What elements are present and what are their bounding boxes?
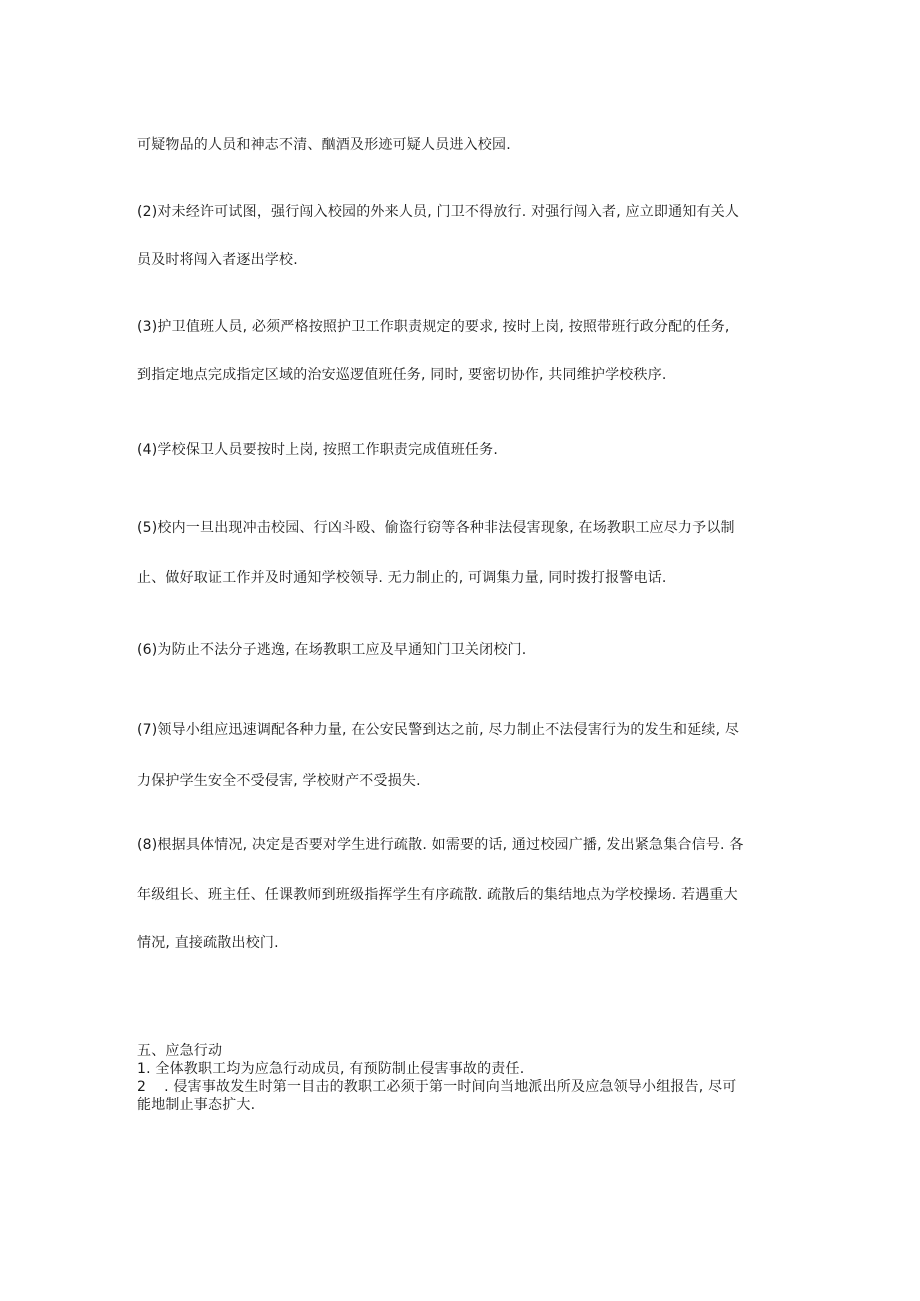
section-5 xyxy=(137,1042,787,1114)
section-5-item-2-text: . 侵害事故发生时第一目击的教职工必须于第一时间向当地派出所及应急领导小组报告, 尽可 xyxy=(164,1079,737,1095)
paragraph-3-line-2: 到指定地点完成指定区域的治安巡逻值班任务, 同时, 要密切协作, 共同维护学校秩序. xyxy=(137,367,667,383)
section-5-item-2-continuation: 能地制止事态扩大. xyxy=(137,1097,256,1113)
paragraph-7-line-1: (7)领导小组应迅速调配各种力量, 在公安民警到达之前, 尽力制止不法侵害行为的发生和延续, 尽 xyxy=(137,722,740,738)
section-5-item-2 xyxy=(137,1078,787,1096)
paragraph-4-line-1: (4)学校保卫人员要按时上岗, 按照工作职责完成值班任务. xyxy=(137,442,498,458)
paragraph-5-line-1: (5)校内一旦出现冲击校园、行凶斗殴、偷盗行窃等各种非法侵害现象, 在场教职工应尽力予以制 xyxy=(137,520,735,536)
paragraph-8-line-1: (8)根据具体情况, 决定是否要对学生进行疏散. 如需要的话, 通过校园广播, 发出紧急集合信号. 各 xyxy=(137,837,744,853)
paragraph-8-line-3: 情况, 直接疏散出校门. xyxy=(137,935,279,951)
paragraph-8-line-2: 年级组长、班主任、任课教师到班级指挥学生有序疏散. 疏散后的集结地点为学校操场. 若遇重大 xyxy=(137,887,738,903)
paragraph-2-line-1: (2)对未经许可试图，强行闯入校园的外来人员, 门卫不得放行. 对强行闯入者, 应立即通知有关人 xyxy=(137,204,740,220)
paragraph-7-line-2: 力保护学生安全不受侵害, 学校财产不受损失. xyxy=(137,773,421,789)
section-5-item-2-number: 2 xyxy=(137,1079,147,1095)
paragraph-6-line-1: (6)为防止不法分子逃逸, 在场教职工应及早通知门卫关闭校门. xyxy=(137,642,527,658)
paragraph-3-line-1: (3)护卫值班人员, 必须严格按照护卫工作职责规定的要求, 按时上岗, 按照带班行政分配的任务, xyxy=(137,319,730,335)
section-5-item-1: 1. 全体教职工均为应急行动成员, 有预防制止侵害事故的责任. xyxy=(137,1061,525,1077)
paragraph-1-line-1: 可疑物品的人员和神志不清、酗酒及形迹可疑人员进入校园. xyxy=(137,137,511,153)
paragraph-2-line-2: 员及时将闯入者逐出学校. xyxy=(137,252,298,268)
paragraph-5-line-2: 止、做好取证工作并及时通知学校领导. 无力制止的, 可调集力量, 同时拨打报警电话. xyxy=(137,570,667,586)
section-5-heading: 五、应急行动 xyxy=(137,1043,223,1059)
